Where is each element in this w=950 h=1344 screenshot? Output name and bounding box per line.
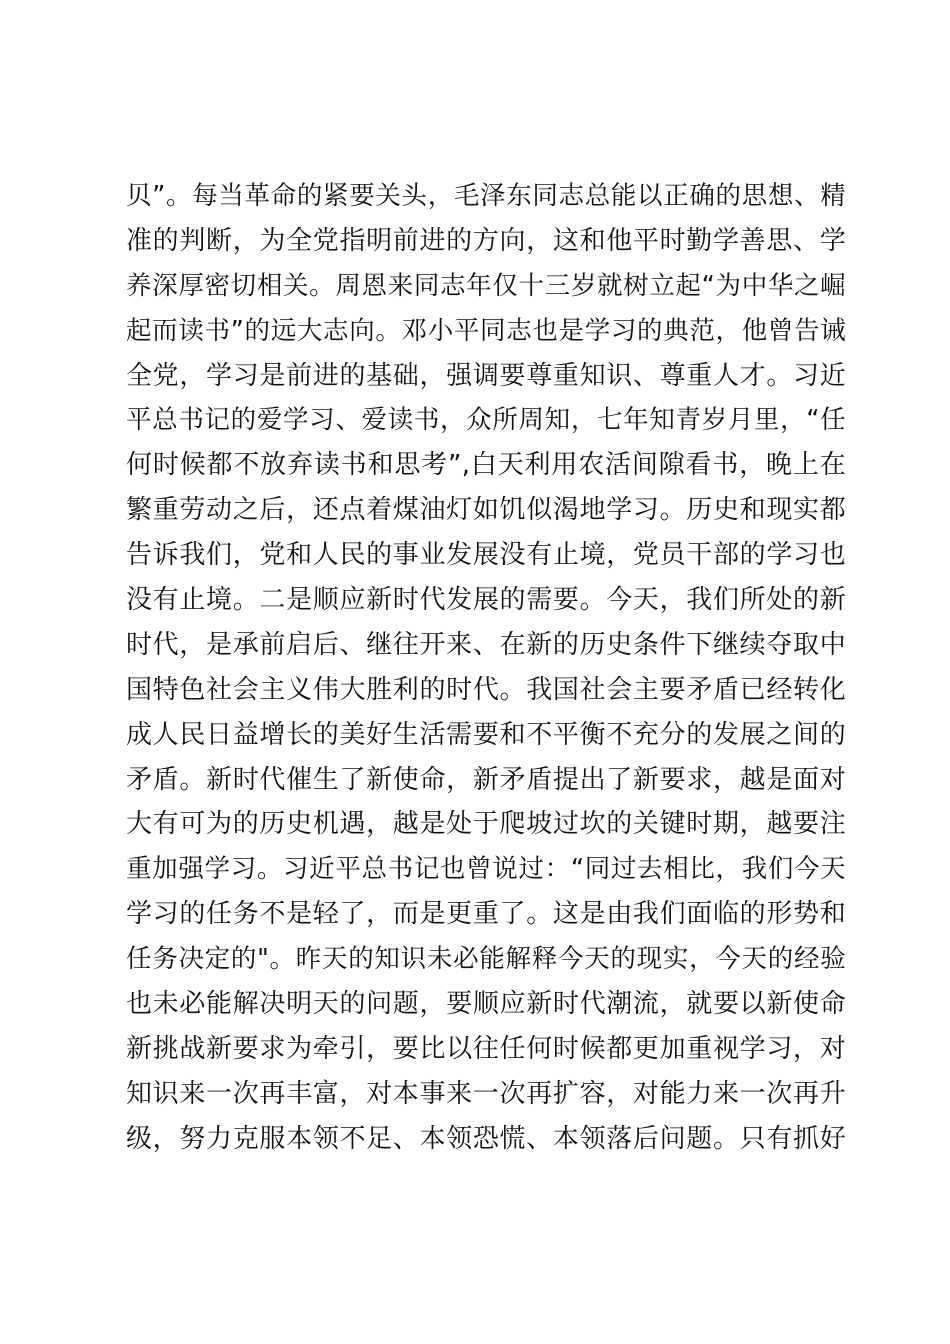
text-line-1: 贝”。每当革命的紧要关头，毛泽东同志总能以正确的思想、精 — [126, 181, 846, 211]
text-line-4: 起而读书”的远大志向。邓小平同志也是学习的典范，他曾告诫 — [126, 315, 846, 346]
text-line-17: 学习的任务不是轻了，而是更重了。这是由我们面临的形势和 — [126, 899, 846, 930]
text-line-6: 平总书记的爱学习、爱读书，众所周知，七年知青岁月里，“任 — [126, 405, 846, 436]
text-line-10: 没有止境。二是顺应新时代发展的需要。今天，我们所处的新 — [126, 585, 846, 616]
text-line-11: 时代，是承前启后、继往开来、在新的历史条件下继续夺取中 — [126, 629, 846, 660]
text-line-22: 级，努力克服本领不足、本领恐慌、本领落后问题。只有抓好 — [126, 1123, 846, 1154]
text-line-12: 国特色社会主义伟大胜利的时代。我国社会主要矛盾已经转化 — [126, 674, 846, 705]
body-paragraph — [126, 174, 846, 1162]
text-line-21: 知识来一次再丰富，对本事来一次再扩容，对能力来一次再升 — [126, 1078, 846, 1109]
text-line-5: 全党，学习是前进的基础，强调要尊重知识、尊重人才。习近 — [126, 360, 846, 391]
text-line-16: 重加强学习。习近平总书记也曾说过：“同过去相比，我们今天 — [126, 854, 846, 885]
text-line-15: 大有可为的历史机遇，越是处于爬坡过坎的关键时期，越要注 — [126, 809, 846, 840]
text-line-14: 矛盾。新时代催生了新使命，新矛盾提出了新要求，越是面对 — [126, 764, 846, 795]
text-line-13: 成人民日益增长的美好生活需要和不平衡不充分的发展之间的 — [126, 719, 846, 750]
text-line-19: 也未必能解决明天的问题，要顺应新时代潮流，就要以新使命 — [126, 989, 846, 1020]
text-line-20: 新挑战新要求为牵引，要比以往任何时候都更加重视学习，对 — [126, 1033, 846, 1064]
text-line-18: 任务决定的"。昨天的知识未必能解释今天的现实，今天的经验 — [126, 944, 846, 975]
text-line-2: 准的判断，为全党指明前进的方向，这和他平时勤学善思、学 — [126, 225, 846, 256]
text-line-7: 何时候都不放弃读书和思考”,白天利用农活间隙看书，晚上在 — [126, 450, 846, 481]
text-line-9: 告诉我们，党和人民的事业发展没有止境，党员干部的学习也 — [126, 540, 846, 571]
text-line-3: 养深厚密切相关。周恩来同志年仅十三岁就树立起“为中华之崛 — [126, 270, 846, 301]
text-line-8: 繁重劳动之后，还点着煤油灯如饥似渴地学习。历史和现实都 — [126, 495, 846, 526]
